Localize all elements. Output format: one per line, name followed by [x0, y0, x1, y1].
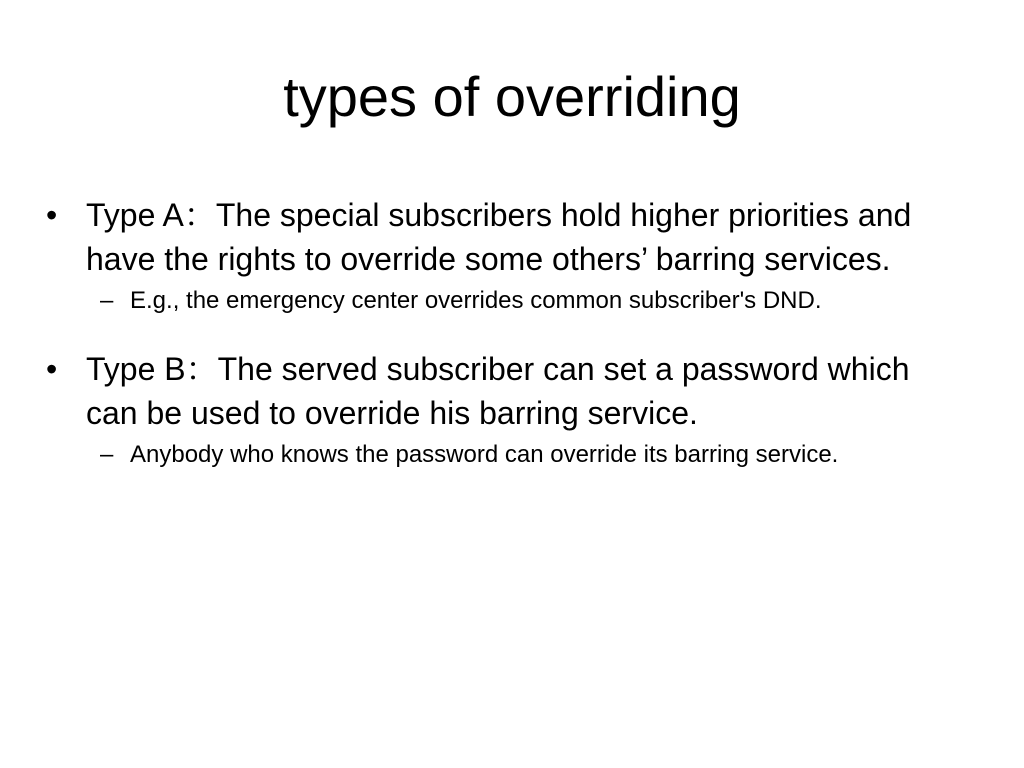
- sub-bullet-list: [86, 285, 914, 317]
- bullet-list: [0, 193, 1024, 471]
- sub-bullet-list: [86, 439, 914, 471]
- sub-bullet-marker: –: [100, 441, 114, 468]
- sub-bullet-text-example: E.g., the emergency center overrides common subscriber's DND.: [130, 287, 822, 314]
- bullet-marker: •: [46, 197, 58, 233]
- sub-bullet-item-example: [86, 285, 914, 317]
- bullet-item-type-b: [0, 347, 1024, 471]
- bullet-text-type-a: Type A：The special subscribers hold higher priorities and have the rights to override some others’ barring services.: [86, 197, 912, 277]
- slide-title: types of overriding: [283, 65, 741, 128]
- sub-bullet-marker: –: [100, 287, 114, 314]
- bullet-marker: •: [46, 351, 58, 387]
- sub-bullet-text-password: Anybody who knows the password can override its barring service.: [130, 441, 839, 468]
- bullet-item-type-a: [0, 193, 1024, 317]
- bullet-text-type-b: Type B：The served subscriber can set a password which can be used to override his barring service.: [86, 351, 910, 431]
- sub-bullet-item-password: [86, 439, 914, 471]
